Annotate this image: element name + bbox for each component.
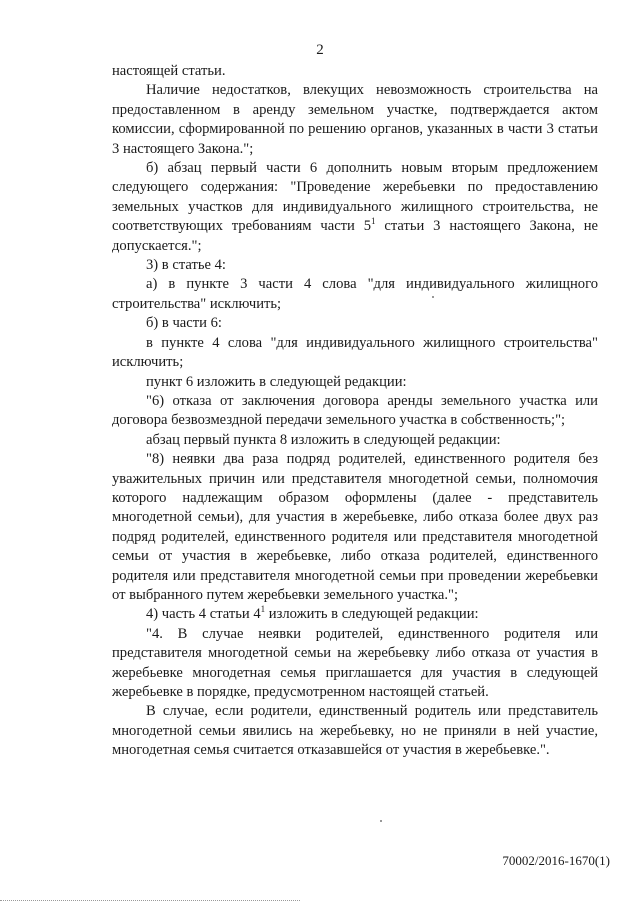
paragraph: а) в пункте 3 части 4 слова "для индивидуального жилищного строительства" исключить; bbox=[112, 276, 598, 312]
paragraph: пункт 6 изложить в следующей редакции: bbox=[146, 373, 407, 390]
paragraph bbox=[112, 159, 598, 256]
paragraph: "4. В случае неявки родителей, единственного родителя или представителя многодетной семьи на жеребьевку либо отказа от участия в жеребьевке многодетная семья приглашается для участия в следующей жеребьевке в порядке, предусмотренном настоящей статьей. bbox=[112, 625, 598, 700]
paragraph-tail: статьи 3 настоящего Закона, не допускается."; bbox=[112, 218, 598, 254]
paragraph: абзац первый пункта 8 изложить в следующей редакции: bbox=[146, 431, 501, 448]
scan-speck bbox=[432, 296, 434, 298]
paragraph-text: б) абзац первый части 6 дополнить новым вторым предложением следующего содержания: "Проведение жеребьевки по предоставлению земельных участков для индивидуального жилищного строительства, не соответствующих требованиям части 5 bbox=[112, 160, 598, 235]
paragraph: В случае, если родители, единственный родитель или представитель многодетной семьи явились на жеребьевку, но не приняли в ней участие, многодетная семья считается отказавшейся от участия в жеребьевке.". bbox=[112, 703, 598, 759]
paragraph: Наличие недостатков, влекущих невозможность строительства на предоставленном в аренду земельном участке, подтверждается актом комиссии, сформированной по решению органов, указанных в части 3 статьи 3 настоящего Закона."; bbox=[112, 82, 598, 157]
page-number: 2 bbox=[316, 42, 324, 58]
paragraph: настоящей статьи. bbox=[112, 63, 226, 79]
document-id: 70002/2016-1670(1) bbox=[502, 853, 610, 868]
paragraph-text: 4) часть 4 статьи 4 bbox=[146, 606, 261, 623]
bottom-rule bbox=[0, 900, 300, 901]
superscript: 1 bbox=[260, 604, 266, 615]
paragraph: в пункте 4 слова "для индивидуального жилищного строительства" исключить; bbox=[112, 334, 598, 371]
paragraph: "6) отказа от заключения договора аренды земельного участка или договора безвозмездной передачи земельного участка в собственность;"; bbox=[112, 392, 598, 429]
scan-speck bbox=[380, 820, 382, 822]
paragraph-tail: изложить в следующей редакции: bbox=[265, 606, 479, 623]
document-body bbox=[112, 62, 598, 761]
paragraph bbox=[112, 605, 598, 624]
paragraph: "8) неявки два раза подряд родителей, единственного родителя без уважительных причин или представителя многодетной семьи, полномочия которого надлежащим образом оформлены (далее - представитель многодетной семьи), для участия в жеребьевке, либо отказа более двух раз подряд родителей, единственного родителя или представителя многодетной семьи от участия в жеребьевке, либо отказа родителей, единственного родителя или представителя многодетной семьи при проведении жеребьевки от выбранного путем жеребьевки земельного участка."; bbox=[112, 451, 598, 603]
paragraph: 3) в статье 4: bbox=[146, 257, 226, 274]
superscript: 1 bbox=[371, 216, 376, 227]
paragraph: б) в части 6: bbox=[146, 315, 222, 332]
